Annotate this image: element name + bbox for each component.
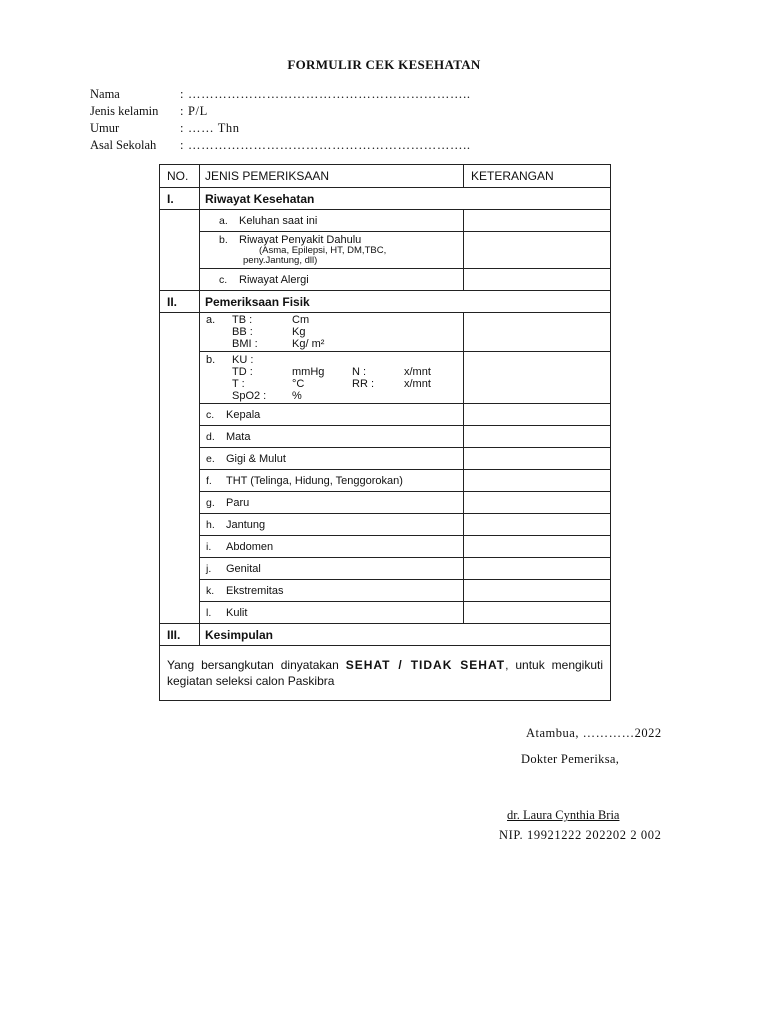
- section-row: [160, 291, 611, 313]
- item-label: Kulit: [226, 606, 248, 619]
- keterangan-cell[interactable]: [464, 580, 611, 602]
- item-letter: d.: [206, 430, 215, 443]
- section-number: I.: [160, 188, 200, 210]
- td-unit: mmHg: [292, 365, 325, 378]
- table-row: [160, 492, 611, 514]
- identity-label: Asal Sekolah: [90, 138, 157, 152]
- table-row: [160, 602, 611, 624]
- keterangan-cell[interactable]: [464, 210, 611, 232]
- form-title: FORMULIR CEK KESEHATAN: [287, 57, 481, 72]
- vitals-grid: [206, 354, 463, 402]
- table-row: [160, 470, 611, 492]
- item-label: Riwayat Alergi: [239, 273, 309, 286]
- exam-item: [200, 536, 464, 558]
- bmi-unit: Kg/ m²: [292, 338, 325, 350]
- spo2-unit: %: [292, 389, 302, 402]
- identity-block: [90, 86, 471, 154]
- section-row: [160, 624, 611, 646]
- table-row: [160, 352, 611, 404]
- section-title: Riwayat Kesehatan: [200, 188, 611, 210]
- item-letter: b.: [219, 234, 228, 246]
- anthropometry-grid: [206, 314, 463, 350]
- rr-label: RR :: [352, 377, 374, 390]
- identity-gender-field[interactable]: P/L: [188, 104, 208, 118]
- item-letter: k.: [206, 584, 215, 597]
- item-letter: e.: [206, 452, 215, 465]
- exam-item: [200, 404, 464, 426]
- table-row: [160, 536, 611, 558]
- conclusion-text: [160, 646, 611, 701]
- keterangan-cell[interactable]: [464, 448, 611, 470]
- conclusion-text-end: , untuk mengikuti kegiatan seleksi calon Paskibra: [167, 658, 604, 688]
- item-letter: a.: [206, 314, 216, 326]
- table-row: [160, 313, 611, 352]
- keterangan-cell[interactable]: [464, 313, 611, 352]
- table-row: [160, 269, 611, 291]
- section-number: II.: [160, 291, 200, 313]
- exam-item: [200, 580, 464, 602]
- bb-label: BB :: [232, 326, 253, 338]
- table-row: [160, 448, 611, 470]
- keterangan-cell[interactable]: [464, 602, 611, 624]
- item-letter: c.: [206, 408, 215, 421]
- table-row: [160, 210, 611, 232]
- exam-item: [200, 210, 464, 232]
- table-header-row: [160, 165, 611, 188]
- item-label: Keluhan saat ini: [239, 214, 318, 227]
- item-letter: h.: [206, 518, 215, 531]
- item-letter: j.: [206, 562, 212, 575]
- table-row: [160, 580, 611, 602]
- item-letter: g.: [206, 496, 215, 509]
- keterangan-cell[interactable]: [464, 536, 611, 558]
- item-label: Kepala: [226, 408, 261, 421]
- identity-label: Jenis kelamin: [90, 104, 159, 118]
- n-label: N :: [352, 365, 367, 378]
- keterangan-cell[interactable]: [464, 232, 611, 269]
- keterangan-cell[interactable]: [464, 514, 611, 536]
- header-no: NO.: [160, 165, 200, 188]
- identity-colon: :: [180, 104, 184, 118]
- doctor-nip: NIP. 19921222 202202 2 002: [499, 828, 662, 842]
- exam-item-vitals: [200, 352, 464, 404]
- table-row: [160, 426, 611, 448]
- keterangan-cell[interactable]: [464, 470, 611, 492]
- item-letter: f.: [206, 474, 212, 487]
- examiner-role: Dokter Pemeriksa,: [521, 752, 620, 766]
- table-row: [160, 514, 611, 536]
- identity-row-name: [90, 86, 471, 103]
- identity-row-school: [90, 137, 471, 154]
- tb-label: TB :: [232, 314, 253, 326]
- keterangan-cell[interactable]: [464, 269, 611, 291]
- item-label: Mata: [226, 430, 251, 443]
- item-label: Abdomen: [226, 540, 274, 553]
- td-label: TD :: [232, 365, 253, 378]
- table-row: [160, 558, 611, 580]
- bmi-label: BMI :: [232, 338, 258, 350]
- item-letter: i.: [206, 540, 212, 553]
- identity-age-field[interactable]: …… Thn: [188, 121, 240, 135]
- spo2-label: SpO2 :: [232, 389, 267, 402]
- item-label: Paru: [226, 496, 250, 509]
- empty-number-cell: [160, 210, 200, 291]
- bb-unit: Kg: [292, 326, 306, 338]
- conclusion-verdict[interactable]: SEHAT / TIDAK SEHAT: [345, 658, 506, 672]
- exam-item: [200, 426, 464, 448]
- rr-unit: x/mnt: [404, 377, 431, 390]
- section-title: Pemeriksaan Fisik: [200, 291, 611, 313]
- keterangan-cell[interactable]: [464, 492, 611, 514]
- exam-item: [200, 514, 464, 536]
- exam-item: [200, 470, 464, 492]
- table-row: [160, 404, 611, 426]
- table-row: [160, 232, 611, 269]
- conclusion-text-start: Yang bersangkutan dinyatakan: [167, 658, 346, 672]
- exam-item: [200, 232, 464, 269]
- exam-item: [200, 448, 464, 470]
- identity-label: Umur: [90, 121, 120, 135]
- item-label: Genital: [226, 562, 261, 575]
- place-date: Atambua, …………2022: [526, 726, 662, 740]
- exam-item: [200, 492, 464, 514]
- identity-row-gender: [90, 103, 471, 120]
- item-label: Riwayat Penyakit Dahulu: [239, 234, 362, 246]
- item-label: Gigi & Mulut: [226, 452, 286, 465]
- item-letter: c.: [219, 273, 228, 286]
- item-note: (Asma, Epilepsi, HT, DM,TBC,: [259, 245, 387, 256]
- empty-number-cell: [160, 313, 200, 624]
- identity-row-age: [90, 120, 471, 137]
- header-keterangan: KETERANGAN: [464, 165, 611, 188]
- keterangan-cell[interactable]: [464, 352, 611, 404]
- tb-unit: Cm: [292, 314, 310, 326]
- section-row: [160, 188, 611, 210]
- item-letter: b.: [206, 353, 216, 366]
- keterangan-cell[interactable]: [464, 426, 611, 448]
- identity-colon: :: [180, 121, 184, 135]
- t-label: T :: [232, 377, 245, 390]
- identity-colon: :: [180, 87, 184, 101]
- header-jenis-pemeriksaan: JENIS PEMERIKSAAN: [200, 165, 464, 188]
- identity-name-field[interactable]: ………………………………………………………..: [188, 87, 471, 101]
- item-label: Ekstremitas: [226, 584, 284, 597]
- identity-label: Nama: [90, 87, 120, 101]
- n-unit: x/mnt: [404, 365, 431, 378]
- item-label: Jantung: [226, 518, 266, 531]
- examination-table: [159, 164, 611, 701]
- keterangan-cell[interactable]: [464, 404, 611, 426]
- exam-item: [200, 602, 464, 624]
- item-label: THT (Telinga, Hidung, Tenggorokan): [226, 474, 403, 487]
- item-note: peny.Jantung, dll): [243, 255, 318, 266]
- doctor-name: dr. Laura Cynthia Bria: [507, 808, 620, 822]
- keterangan-cell[interactable]: [464, 558, 611, 580]
- item-letter: l.: [206, 606, 212, 619]
- identity-school-field[interactable]: ………………………………………………………..: [188, 138, 471, 152]
- section-number: III.: [160, 624, 200, 646]
- identity-colon: :: [180, 138, 184, 152]
- section-title: Kesimpulan: [200, 624, 611, 646]
- exam-item: [200, 269, 464, 291]
- exam-item-anthropometry: [200, 313, 464, 352]
- item-letter: a.: [219, 214, 228, 227]
- exam-item: [200, 558, 464, 580]
- conclusion-row: [160, 646, 611, 701]
- t-unit: °C: [292, 377, 305, 390]
- ku-label: KU :: [232, 353, 254, 366]
